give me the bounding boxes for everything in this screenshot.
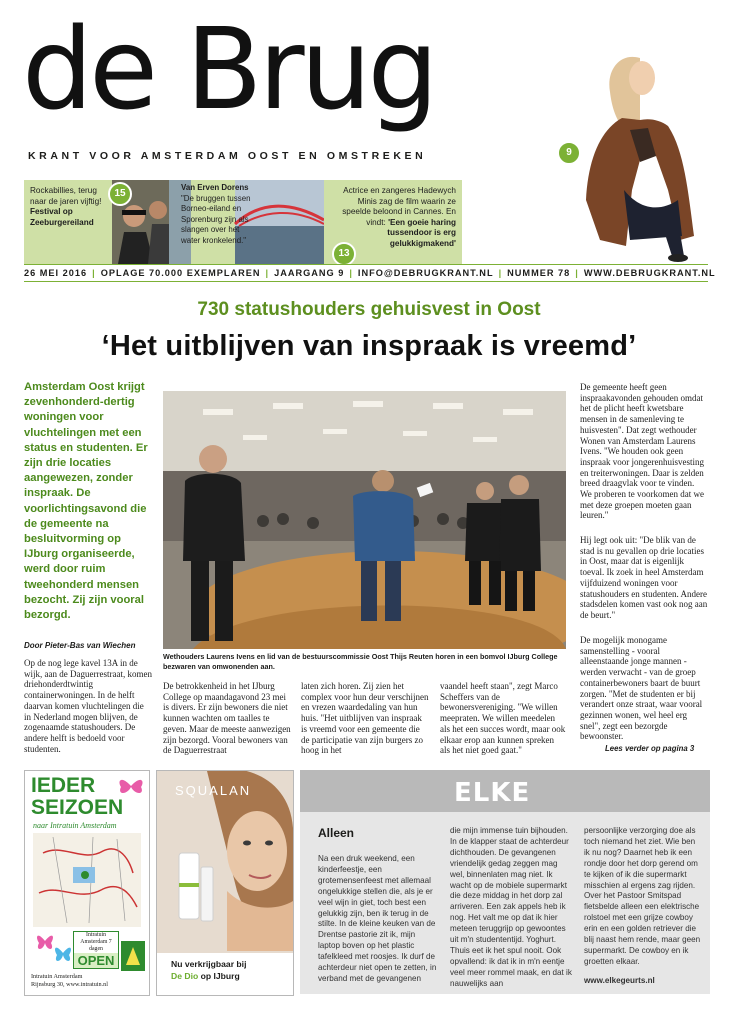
photo-caption: Wethouders Laurens Ivens en lid van de bestuurscommissie Oost Thijs Reuten horen in een bomvol IJburg College bezwaren van omwonenden aan. [163, 652, 558, 671]
ad-intratuin-open-badge: Intratuin Amsterdam 7 dagen OPEN [73, 931, 119, 969]
article-lead: Amsterdam Oost krijgt zevenhonderd-dertig woningen voor vluchtelingen met een status en studenten. Er zijn drie locaties aangewezen, zonder inspraak. De voorlichtingsavond die de gemeente na besluitvorming op IJburg organiseerde, werd door ruim tweehonderd mensen bezocht. Zij zijn vooral bezorgd. [24, 381, 148, 622]
ad-squalan-brand: SQUALAN [175, 783, 252, 798]
edition-website[interactable]: WWW.DEBRUGKRANT.NL [583, 268, 716, 278]
ad-intratuin-address: Intratuin Amsterdam Rijnsburg 30, www.intratuin.nl [31, 973, 108, 988]
edition-date: 26 MEI 2016 [24, 268, 88, 278]
column-elke [300, 770, 710, 994]
article-right-para-3: De mogelijk monogame samenstelling - vooral alleenstaande jonge mannen - werden verwacht - van de groep containerbewoners baart de buurt zorgen. "Met de studenten er bij verandert onze straat, waar vooral gezinnen wonen, wel heel erg snel", zegt een bezorgde bewoonster. [580, 635, 703, 742]
article-right-para-1: De gemeente heeft geen inspraakavonden gehouden omdat het de plicht heeft kwetsbare mensen in de samenleving te huisvesten". Dat zegt wethouder Wonen van Amsterdam Laurens Ivens. "We houden ook geen inspraak voor jongerenhuisvesting en treiterwoningen. Daar is zelden breed draagvlak voor te vinden. We proberen te voorkomen dat we met deze groepen moeten gaan leuren." [580, 382, 704, 521]
cover-badge: 9 [557, 141, 581, 165]
ad-squalan-line1: Nu verkrijgbaar bij [171, 959, 247, 969]
article-headline: ‘Het uitblijven van inspraak is vreemd’ [101, 330, 637, 362]
ad-squalan-line2: De Dio op IJburg [171, 971, 240, 981]
ad-intratuin-title-2: SEIZOEN [31, 796, 124, 819]
teaser-badge-15: 15 [108, 182, 132, 206]
article-column-1: Op de nog lege kavel 13A in de wijk, aan de Daguerrestraat, komen driehonderdtwintig containerwoningen. In de helft daarvan komen vluchtelingen die in Nederland mogen blijven, de zogenaamde statushouders. De andere helft is bedoeld voor studenten. [24, 658, 152, 754]
intratuin-logo-icon [121, 941, 145, 971]
article-column-4: vaandel heeft staan", zegt Marco Scheffers van de bewonersvereniging. "We willen meepraten. We willen meedelen als het een succes wordt, maar ook elkaar erop aan kunnen spreken als het niet goed gaat." [440, 681, 566, 756]
edition-number: NUMMER 78 [507, 268, 571, 278]
edition-volume: JAARGANG 9 [274, 268, 345, 278]
article-byline: Door Pieter-Bas van Wiechen [24, 641, 136, 650]
teaser-rockabilly[interactable] [24, 180, 169, 264]
article-column-3: laten zich horen. Zij zien het complex voor hun deur verschijnen en vrezen waardedaling van hun huis. "Het uitblijven van inspraak is vreemd voor een gemeente die de participatie van zijn burgers zo hoog in het [301, 681, 429, 756]
column-website[interactable]: www.elkegeurts.nl [584, 976, 655, 985]
edition-info-bar: 26 MEI 2016 | OPLAGE 70.000 EXEMPLAREN | JAARGANG 9 | INFO@DEBRUGKRANT.NL | NUMMER 78 | WWW.DEBRUGKRANT.NL [24, 264, 708, 282]
cover-photo-woman [560, 40, 720, 270]
continue-link[interactable]: Lees verder op pagina 3 [605, 744, 695, 753]
teaser-bridge[interactable] [169, 180, 324, 264]
article-kicker: 730 statushouders gehuisvest in Oost [197, 299, 541, 320]
teaser-bar [24, 180, 462, 264]
teaser-badge-13: 13 [332, 242, 356, 266]
masthead-tagline: KRANT VOOR AMSTERDAM OOST EN OMSTREKEN [28, 150, 427, 162]
column-text-2: die mijn immense tuin bijhouden. In de klapper staat de achterdeur dichthouden. De gevangenen vriendelijk gedag zeggen mag wel, binnenlaten mag niet. Ik wacht op de mobiele supermarkt die deze middag in het dorp zal arriveren. Een zak appels heb ik nog. Het valt me op dat ik hier meteen teruggrijp op gewoontes uit m'n studententijd. Yoghurt. Thuis eet ik het spul nooit. Ook opvallend: ik dat ik in m'n eentje veel meer rommel maak, en dat ik nauwelijks aan [450, 826, 572, 988]
article-right-para-2: Hij legt ook uit: "De blik van de stad is nu gevallen op drie locaties in Oost, maar dat is eigenlijk toeval. Ik zoek in heel Amsterdam vijfduizend woningen voor statushouders en studenten. Andere stadsdelen komen vast ook nog aan de beurt." [580, 535, 708, 620]
column-header [300, 770, 710, 812]
article-column-2: De betrokkenheid in het IJburg College op maandagavond 23 mei is divers. Er zijn bewoners die niet kunnen wachten om taalles te geven. Maar de meeste aanwezigen zijn bezorgd. Vooral bewoners van de Daguerrestraat [163, 681, 291, 756]
edition-circulation: OPLAGE 70.000 EXEMPLAREN [100, 268, 261, 278]
ad-intratuin[interactable] [24, 770, 150, 996]
column-header-title: ELKE [454, 778, 531, 808]
teaser-rockabilly-text: Rockabillies, terug naar de jaren vijftig! Festival op Zeeburgereiland [30, 186, 102, 227]
butterfly-icon [117, 775, 145, 797]
ad-intratuin-title-1: IEDER [31, 774, 96, 797]
ad-squalan[interactable] [156, 770, 294, 996]
column-text-3: persoonlijke verzorging doe als toch niemand het ziet. Wie ben ik nu nog? Daarnet heb ik een rondje door het dorp gerend om te kijken of ik die supermarkt misschien al ergens zag rijden. Over het Pastoor Smitspad fietsbelde alleen een elektrische rolstoel met een grijze cowboy erin en een golden retriever die blij naast hem rende, maar geen supermarkt. De cowboy en ik groetten elkaar. [584, 826, 701, 966]
edition-email[interactable]: INFO@DEBRUGKRANT.NL [357, 268, 494, 278]
ad-intratuin-map [33, 833, 141, 927]
ad-intratuin-flowers [35, 931, 75, 967]
ad-intratuin-subtitle: naar Intratuin Amsterdam [33, 821, 117, 830]
article-photo [163, 391, 566, 649]
teaser-bridge-text: Van Erven Dorens "De bruggen tussen Borneo-eiland en Sporenburg zijn als slangen over het water kronkelend." [181, 183, 251, 245]
teaser-actress-text: Actrice en zangeres Hadewych Minis zag de film waarin ze speelde beloond in Cannes. En vindt: 'Een goeie haring tussendoor is erg gelukkigmakend' [342, 186, 456, 248]
masthead-logo: de Brug [22, 5, 435, 135]
column-text-1: Na een druk weekend, een kinderfeestje, een grotemensenfeest met allemaal ongelukkige stellen die, als je er veel wijn in giet, toch best een gelukkig zijn, ben ik terug in de stilte. In de kleine keuken van de Drentse pastorie zit ik, mijn laptop boven op het plastic tafelkleed met roosjes. Ik durf de achterdeur niet open te zetten, in verband met de gevangenen [318, 854, 437, 983]
column-title: Alleen [318, 826, 355, 840]
